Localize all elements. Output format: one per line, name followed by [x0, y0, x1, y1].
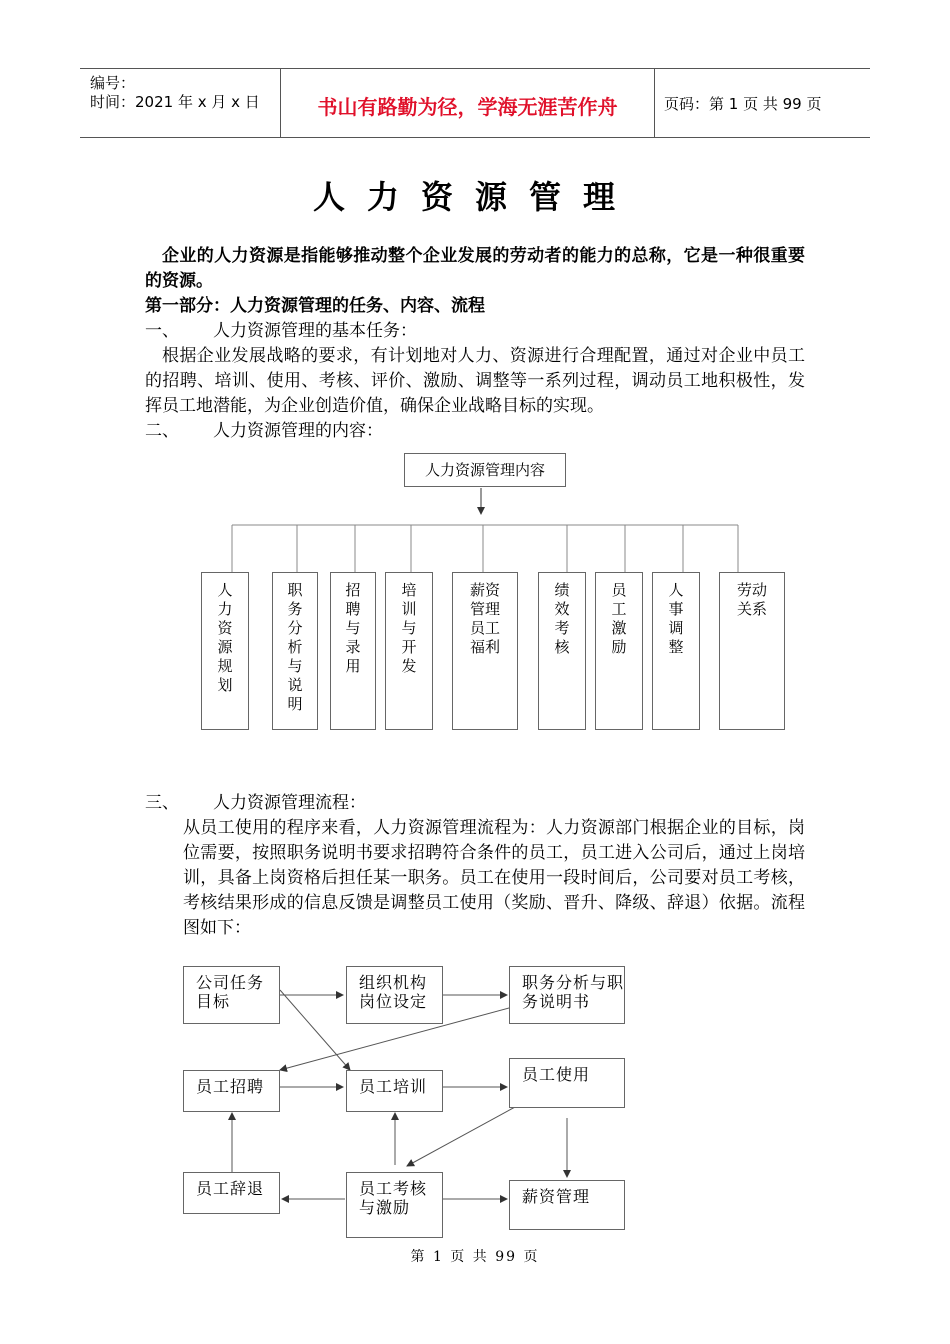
- flow-use-box: 员工使用: [509, 1058, 625, 1108]
- flow-dismiss-box: 员工辞退: [183, 1172, 280, 1214]
- tree-root-box: 人力资源管理内容: [404, 453, 566, 487]
- section1-number: 一、: [145, 321, 179, 341]
- tree-child-label: 招聘与录用: [345, 581, 361, 675]
- tree-child-box: [595, 572, 643, 730]
- tree-child-label: 绩效考核: [554, 581, 570, 656]
- tree-child-label: 人力资源规划: [217, 581, 233, 694]
- flow-appraisal-box: 员工考核与激励: [346, 1172, 443, 1238]
- tree-child-box: [385, 572, 433, 730]
- document-number-label: 编号：: [90, 74, 136, 92]
- tree-child-label: 员工激励: [611, 581, 627, 656]
- intro-paragraph: 企业的人力资源是指能够推动整个企业发展的劳动者的能力的总称，它是一种很重要的资源。: [145, 246, 805, 291]
- section1-body: 根据企业发展战略的要求，有计划地对人力、资源进行合理配置，通过对企业中员工的招聘、培训、使用、考核、评价、激励、调整等一系列过程，调动员工地积极性，发挥员工地潜能，为企业创造价值，确保企业战略目标的实现。: [145, 346, 805, 416]
- section2-number: 二、: [145, 421, 179, 441]
- tree-child-box: [330, 572, 376, 730]
- tree-child-box: [272, 572, 318, 730]
- section2-heading: 人力资源管理的内容：: [213, 421, 383, 441]
- document-time-label: 时间：2021 年 x 月 x 日: [90, 93, 260, 111]
- tree-child-box: [719, 572, 785, 730]
- header-page-info: 页码：第 1 页 共 99 页: [664, 95, 822, 113]
- flow-training-box: 员工培训: [346, 1070, 443, 1112]
- section1-heading: 人力资源管理的基本任务：: [213, 321, 417, 341]
- tree-child-label: 职务分析与说明: [287, 581, 303, 713]
- section3-number: 三、: [145, 793, 179, 813]
- flow-org-box: 组织机构岗位设定: [346, 966, 443, 1024]
- tree-child-box: [538, 572, 586, 730]
- tree-child-label: 培训与开发: [401, 581, 417, 675]
- tree-child-box: [201, 572, 249, 730]
- flow-job-analysis-box: 职务分析与职务说明书: [509, 966, 625, 1024]
- page-footer: 第 1 页 共 99 页: [410, 1249, 540, 1265]
- header-motto: 书山有路勤为径，学海无涯苦作舟: [317, 95, 618, 119]
- flow-recruit-box: 员工招聘: [183, 1070, 280, 1112]
- flow-salary-box: 薪资管理: [509, 1180, 625, 1230]
- flow-company-goal-box: 公司任务目标: [183, 966, 280, 1024]
- tree-child-label: 劳动关系: [736, 581, 767, 618]
- section3-body: 从员工使用的程序来看，人力资源管理流程为：人力资源部门根据企业的目标，岗位需要，按照职务说明书要求招聘符合条件的员工，员工进入公司后，通过上岗培训，具备上岗资格后担任某一职务。员工在使用一段时间后，公司要对员工考核，考核结果形成的信息反馈是调整员工使用（奖励、晋升、降级、辞退）依据。流程图如下：: [183, 818, 805, 938]
- tree-child-box: [452, 572, 518, 730]
- section3-heading: 人力资源管理流程：: [213, 793, 366, 813]
- tree-child-label: 人事调整: [668, 581, 684, 656]
- document-title: 人力资源管理: [312, 178, 637, 216]
- part1-heading: 第一部分：人力资源管理的任务、内容、流程: [145, 296, 485, 316]
- tree-child-label: 薪资管理员工福利: [469, 581, 500, 656]
- tree-child-box: [652, 572, 700, 730]
